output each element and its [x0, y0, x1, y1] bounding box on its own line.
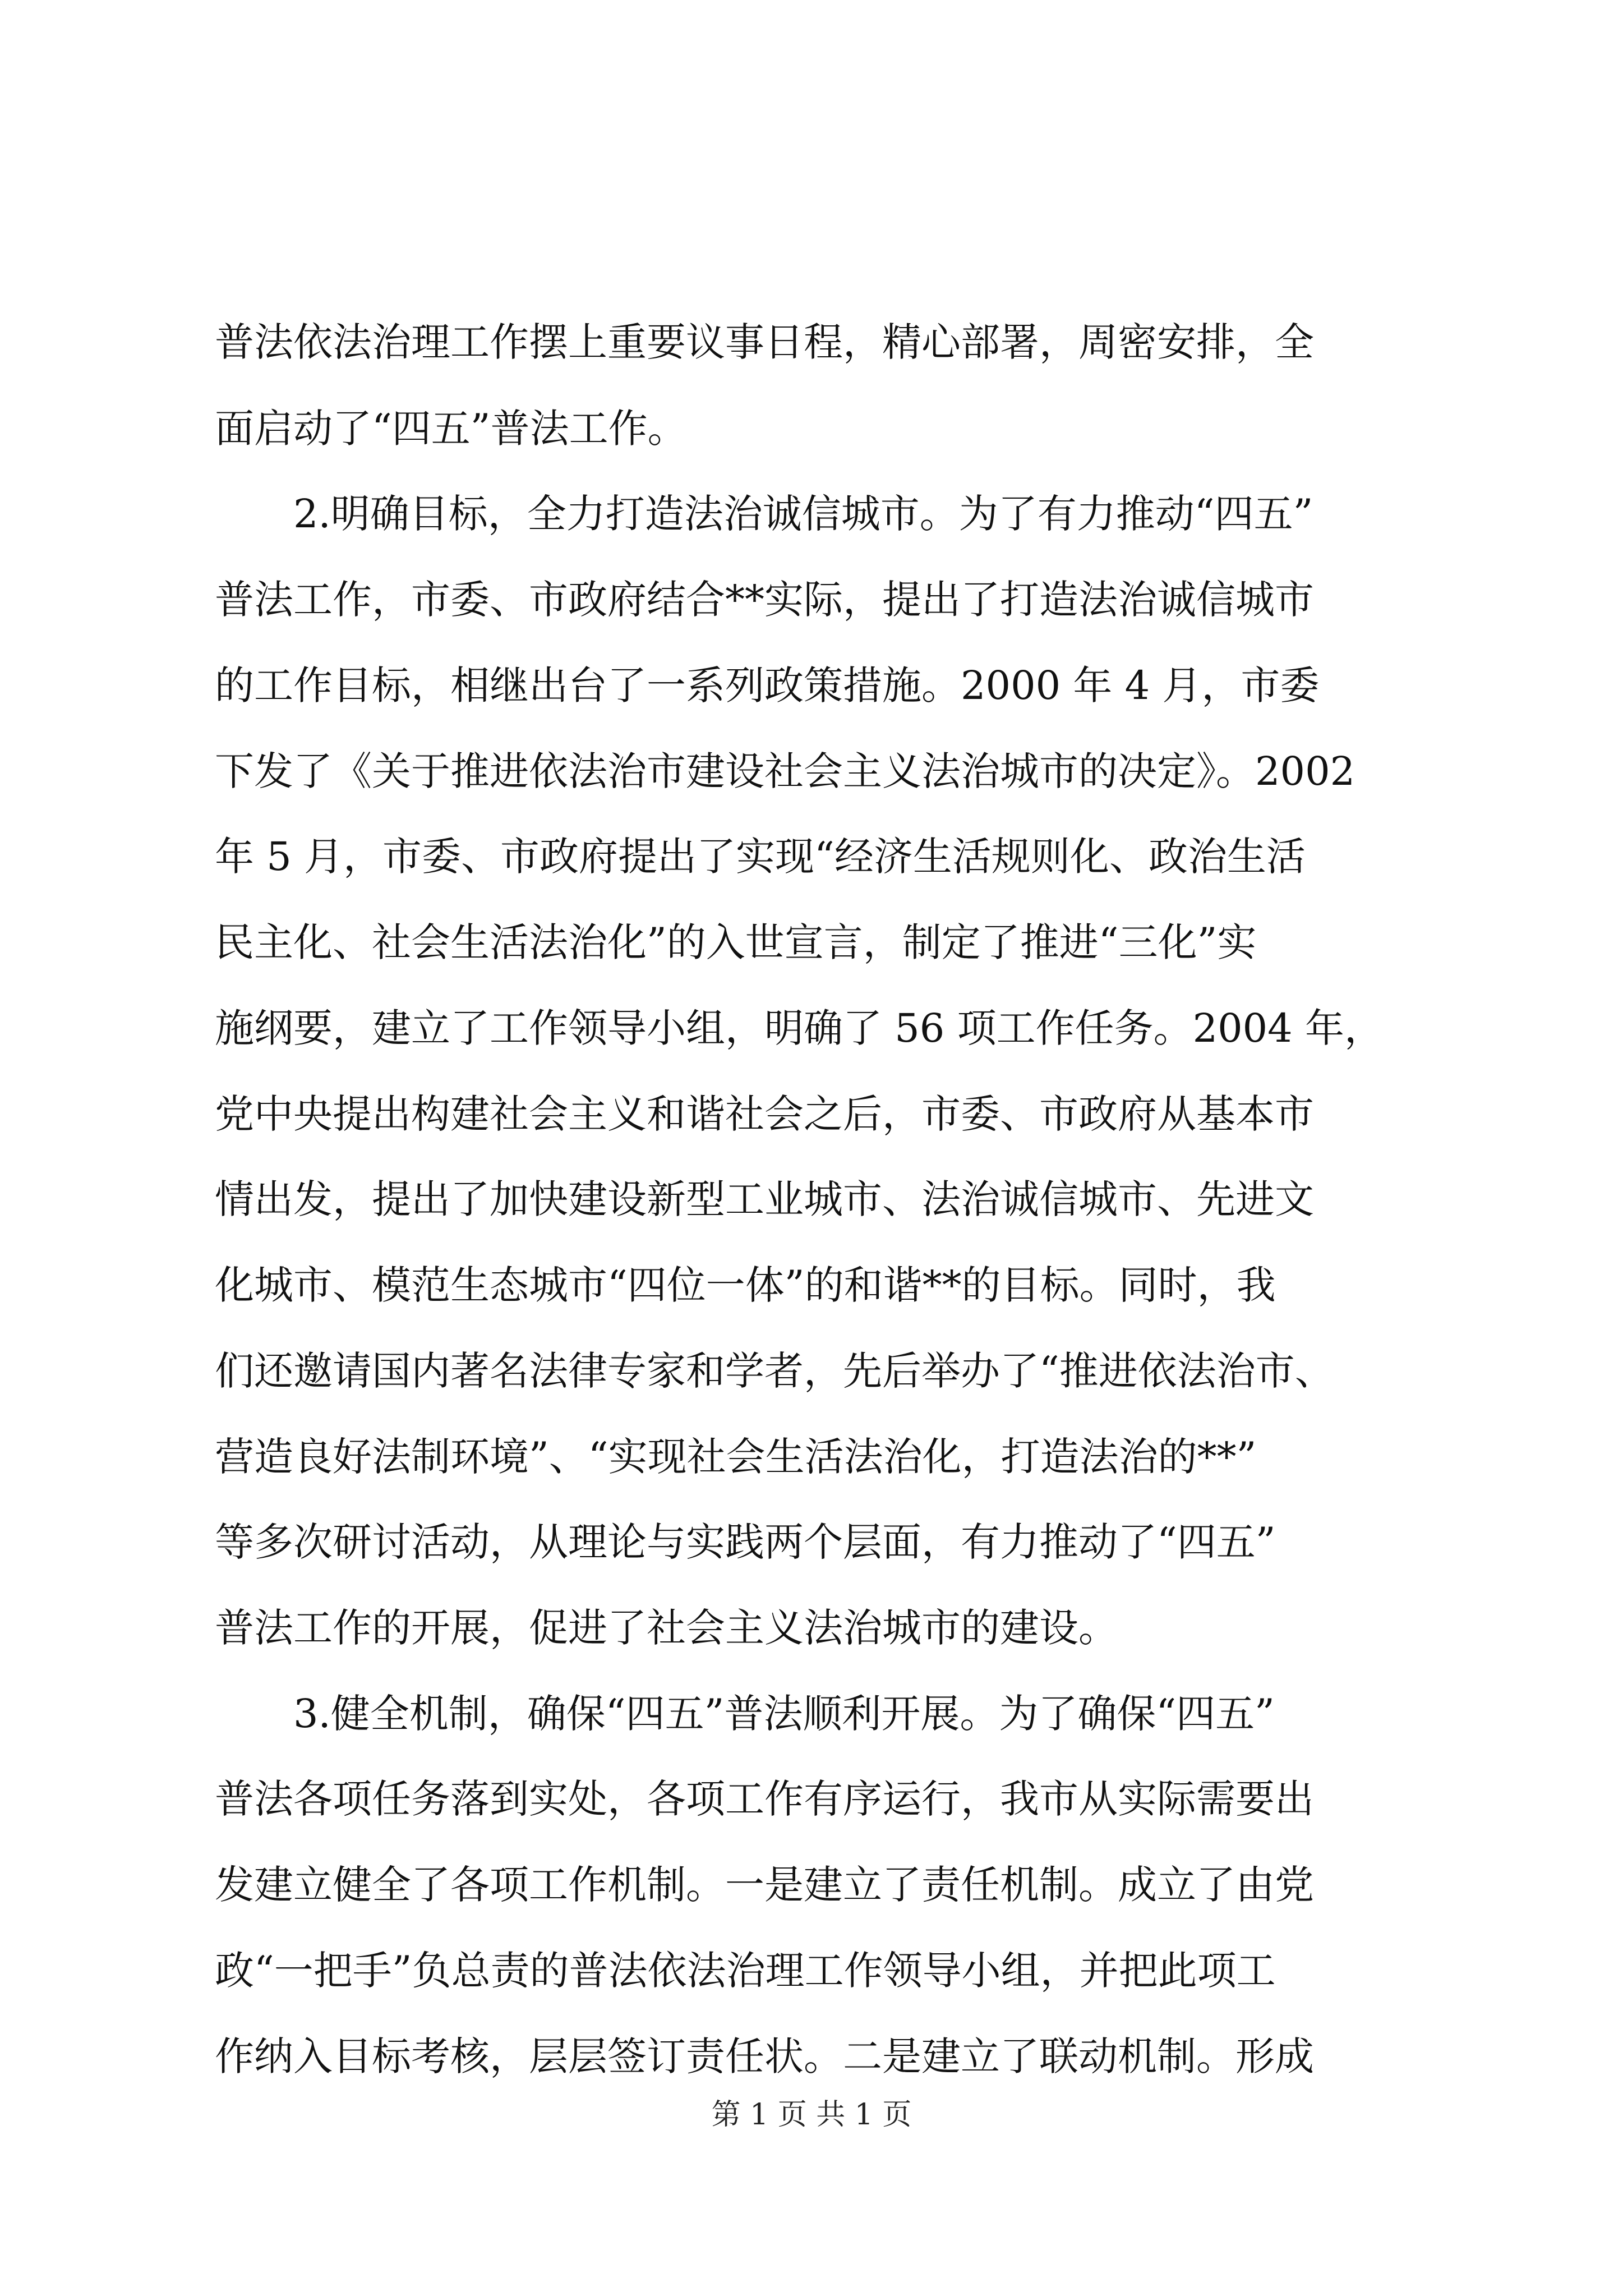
text-line: 面启动了“四五”普法工作。	[215, 406, 687, 452]
text-line: 情出发，提出了加快建设新型工业城市、法治诚信城市、先进文	[215, 1176, 1314, 1222]
text-line: 普法各项任务落到实处，各项工作有序运行，我市从实际需要出	[215, 1776, 1314, 1822]
text-line: 发建立健全了各项工作机制。一是建立了责任机制。成立了由党	[215, 1862, 1314, 1908]
text-line: 普法工作，市委、市政府结合**实际，提出了打造法治诚信城市	[215, 577, 1314, 623]
text-line: 的工作目标，相继出台了一系列政策措施。2000 年 4 月，市委	[215, 662, 1320, 708]
text-line: 党中央提出构建社会主义和谐社会之后，市委、市政府从基本市	[215, 1091, 1314, 1137]
text-line: 营造良好法制环境”、“实现社会生活法治化，打造法治的**”	[215, 1434, 1257, 1480]
page-number-footer: 第 1 页 共 1 页	[711, 2098, 912, 2132]
text-line: 普法工作的开展，促进了社会主义法治城市的建设。	[215, 1605, 1118, 1651]
text-line: 化城市、模范生态城市“四位一体”的和谐**的目标。同时，我	[215, 1262, 1276, 1308]
text-line: 下发了《关于推进依法治市建设社会主义法治城市的决定》。2002	[215, 748, 1355, 794]
text-line: 作纳入目标考核，层层签订责任状。二是建立了联动机制。形成	[215, 2033, 1314, 2079]
text-line: 普法依法治理工作摆上重要议事日程，精心部署，周密安排，全	[215, 319, 1314, 365]
text-line: 民主化、社会生活法治化”的入世宣言，制定了推进“三化”实	[215, 919, 1257, 965]
text-line: 2.明确目标，全力打造法治诚信城市。为了有力推动“四五”	[293, 491, 1313, 537]
text-line: 政“一把手”负总责的普法依法治理工作领导小组，并把此项工	[215, 1948, 1276, 1994]
text-line: 施纲要，建立了工作领导小组，明确了 56 项工作任务。2004 年，	[215, 1005, 1384, 1051]
text-line: 3.健全机制，确保“四五”普法顺利开展。为了确保“四五”	[293, 1691, 1275, 1737]
text-line: 年 5 月，市委、市政府提出了实现“经济生活规则化、政治生活	[215, 834, 1306, 880]
text-line: 们还邀请国内著名法律专家和学者，先后举办了“推进依法治市、	[215, 1348, 1334, 1394]
text-line: 等多次研讨活动，从理论与实践两个层面，有力推动了“四五”	[215, 1519, 1276, 1565]
